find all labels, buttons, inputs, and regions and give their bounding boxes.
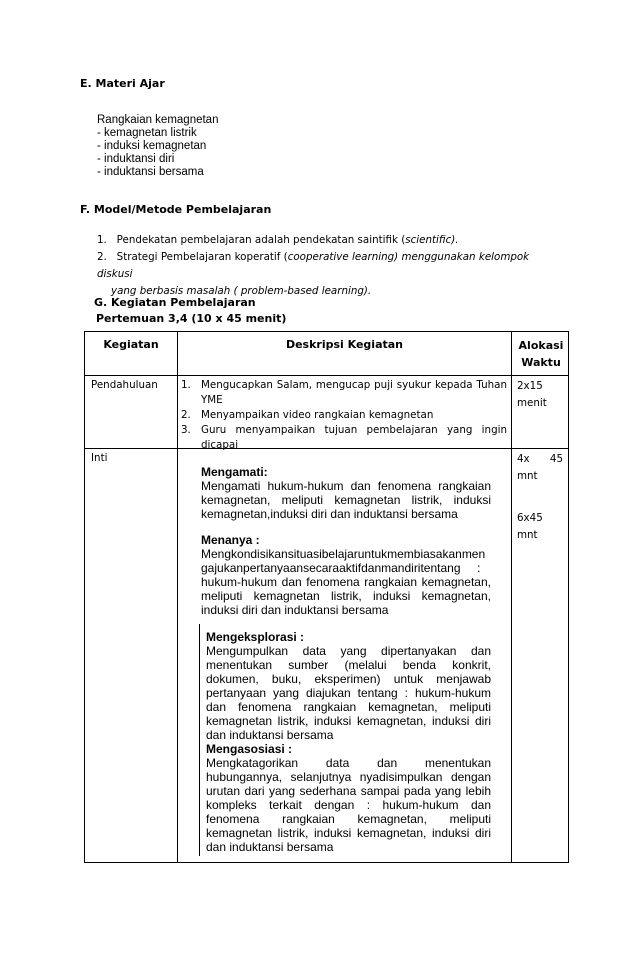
time-part: 4x: [517, 453, 530, 465]
step-number: 2.: [181, 409, 191, 421]
section-e-title: E. Materi Ajar: [80, 77, 165, 90]
metode-item-1: [97, 232, 567, 249]
menanya-line: gajukanpertanyaansecaraaktifdanmandiritentang :: [201, 561, 481, 575]
step-text: Guru menyampaikan tujuan pembelajaran yang ingin dicapai: [201, 424, 507, 451]
mengamati-title: Mengamati:: [201, 465, 268, 479]
mengamati-text: Mengamati hukum-hukum dan fenomena rangkaian kemagnetan, meliputi kemagnetan listrik, induksi kemagnetan,induksi diri dan induktansi bersama: [201, 479, 491, 521]
time-line: mnt: [517, 470, 538, 482]
step-text: Mengucapkan Salam, mengucap puji syukur kepada Tuhan YME: [201, 379, 507, 406]
list-item: [181, 378, 507, 408]
row-label-pendahuluan: Pendahuluan: [91, 379, 158, 391]
header-alokasi: [512, 337, 570, 371]
time-line: [517, 451, 563, 468]
step-number: 1.: [181, 379, 191, 391]
eksplorasi-title: Mengeksplorasi :: [206, 630, 305, 644]
metode-list: [97, 232, 567, 300]
header-alokasi-line: Alokasi: [518, 339, 564, 352]
metode-item-italic: cooperative learning) menggunakan kelompok diskusi: [97, 251, 530, 280]
metode-item-text: Pendekatan pembelajaran adalah pendekatan saintifik (: [116, 234, 406, 246]
menanya-line: Mengkondisikansituasibelajaruntukmembiasakanmen: [201, 547, 486, 561]
table-column-divider: [177, 332, 178, 862]
step-text: Menyampaikan video rangkaian kemagnetan: [201, 409, 434, 421]
metode-item-2: [97, 249, 567, 283]
time-line: 2x15: [517, 380, 543, 392]
time-part: 45: [549, 453, 563, 465]
materi-list: [97, 114, 218, 179]
metode-item-italic: scientific).: [405, 234, 459, 246]
time-line: mnt: [517, 529, 538, 541]
section-f-title: F. Model/Metode Pembelajaran: [80, 203, 272, 216]
eksplorasi-text: Mengumpulkan data yang dipertanyakan dan menentukan sumber (melalui benda konkrit, dokumen, buku, eksperimen) untuk menjawab pertanyaan yang diajukan tentang : hukum-hukum dan fenomena rangkaian kemagnetan, meliputi kemagnetan listrik, induksi kemagnetan, induksi diri dan induktansi bersama: [206, 644, 491, 742]
mengamati-block: [201, 465, 491, 521]
materi-item: - induksi kemagnetan: [97, 140, 207, 152]
asosiasi-title: Mengasosiasi :: [206, 742, 293, 756]
kegiatan-table: [84, 331, 569, 863]
time-line: menit: [517, 397, 547, 409]
asosiasi-text: Mengkatagorikan data dan menentukan hubungannya, selanjutnya nyadisimpulkan dengan urutan dari yang sederhana sampai pada yang lebih kompleks terkait dengan : hukum-hukum dan fenomena rangkaian kemagnetan, meliputi kemagnetan listrik, induksi kemagnetan, induksi diri dan induktansi bersama: [206, 756, 491, 854]
time-line: 6x45: [517, 512, 543, 524]
header-deskripsi: Deskripsi Kegiatan: [285, 338, 404, 351]
section-g-title: G. Kegiatan Pembelajaran: [94, 296, 256, 309]
materi-intro: Rangkaian kemagnetan: [97, 114, 219, 126]
pendahuluan-steps: [181, 378, 507, 453]
header-alokasi-line: Waktu: [521, 356, 561, 369]
list-item: [181, 408, 507, 423]
section-g-subtitle: Pertemuan 3,4 (10 x 45 menit): [96, 312, 287, 325]
menanya-block: [201, 533, 491, 617]
header-kegiatan: Kegiatan: [103, 338, 159, 351]
eksplorasi-block: [206, 630, 491, 854]
inti-time: [517, 451, 563, 544]
materi-item: - kemagnetan listrik: [97, 127, 197, 139]
metode-item-text: Strategi Pembelajaran koperatif (: [116, 251, 288, 263]
menanya-text: hukum-hukum dan fenomena rangkaian kemagnetan, meliputi kemagnetan listrik, induksi kemagnetan, induksi diri dan induktansi bersama: [201, 575, 491, 617]
pendahuluan-time: [517, 378, 547, 412]
metode-item-number: 2.: [97, 251, 107, 263]
row-label-inti: Inti: [91, 452, 108, 464]
menanya-title: Menanya :: [201, 533, 260, 547]
metode-item-number: 1.: [97, 234, 107, 246]
table-row-divider: [85, 375, 568, 376]
inner-divider: [199, 624, 200, 856]
step-number: 3.: [181, 424, 191, 436]
table-column-divider: [511, 332, 512, 862]
materi-item: - induktansi bersama: [97, 166, 204, 178]
list-item: [181, 423, 507, 453]
materi-item: - induktansi diri: [97, 153, 175, 165]
metode-item-italic: yang berbasis masalah ( problem-based learning).: [111, 285, 372, 297]
